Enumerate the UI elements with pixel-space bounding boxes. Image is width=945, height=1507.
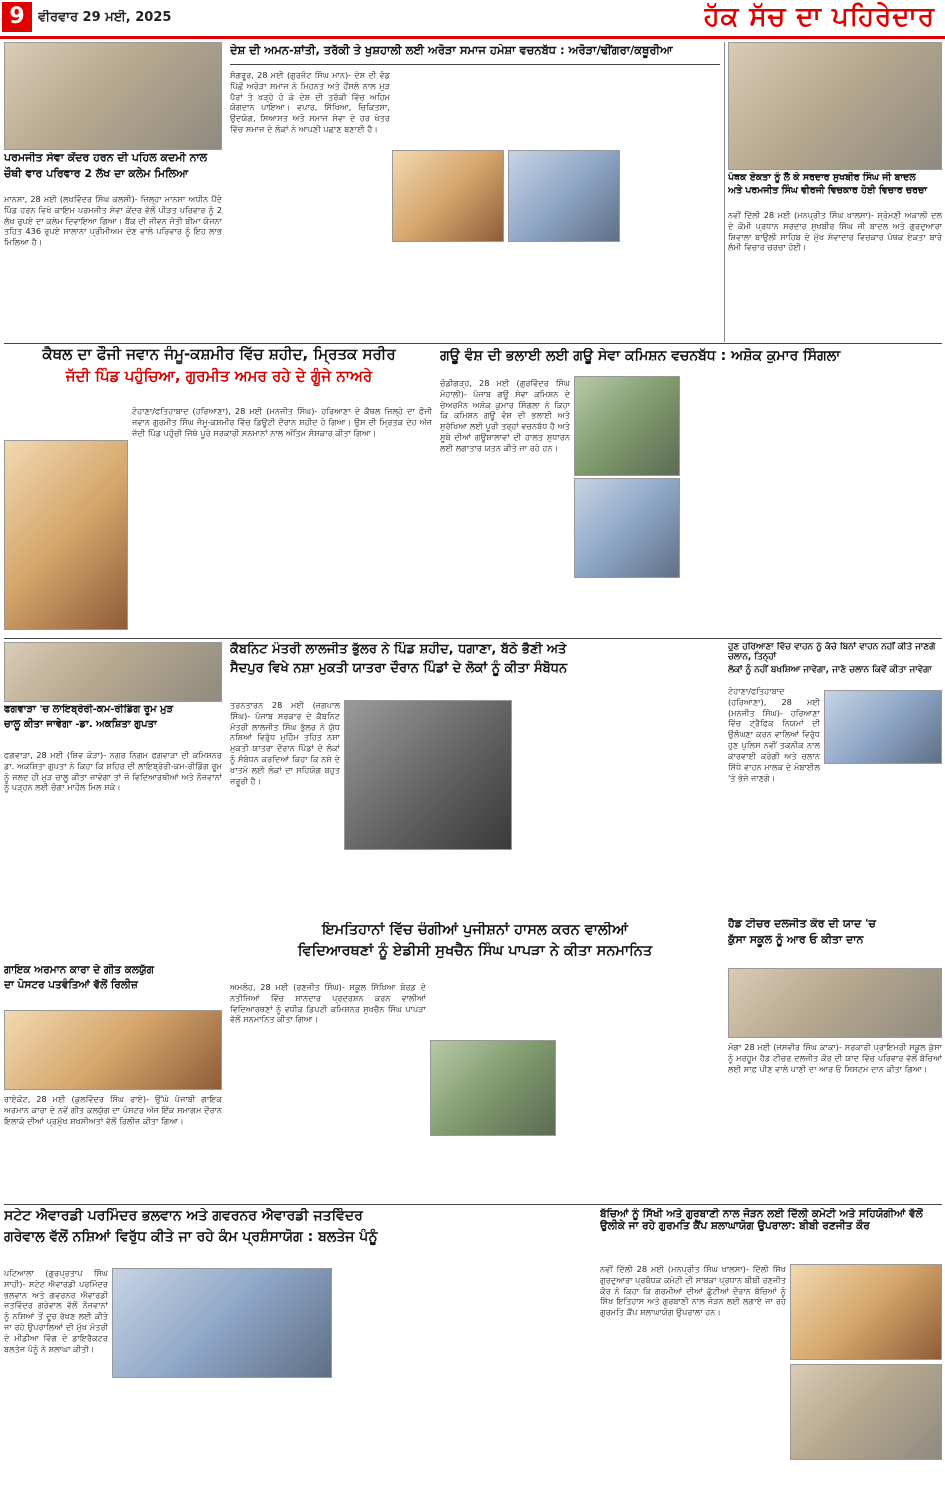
article-2-body: ਸੰਗਰੂਰ, 28 ਮਈ (ਗੁਰਜੰਟ ਸਿੰਘ ਮਾਨ)- ਦੇਸ਼ ਦੀ ਵੰਡ ਪਿੱਛੋਂ ਅਰੋੜਾ ਸਮਾਜ ਨੇ ਮਿਹਨਤ ਅਤੇ ਹੌਂਸਲੇ ਨਾਲ ਮੁੜ ਪੈਰਾਂ ਤੇ ਖੜ੍ਹੇ ਹੋ ਕੇ ਦੇਸ਼ ਦੀ ਤਰੱਕੀ ਵਿੱਚ ਅਹਿਮ ਯੋਗਦਾਨ ਪਾਇਆ। ਵਪਾਰ, ਸਿੱਖਿਆ, ਚਿਕਿਤਸਾ, ਉਦਯੋਗ, ਸਿਆਸਤ ਅਤੇ ਸਮਾਜ ਸੇਵਾ ਦੇ ਹਰ ਖੇਤਰ ਵਿੱਚ ਸਮਾਜ ਦੇ ਲੋਕਾਂ ਨੇ ਆਪਣੀ ਪਛਾਣ ਬਣਾਈ ਹੈ। xyxy=(230,70,390,135)
article-6-body: ਫਗਵਾੜਾ, 28 ਮਈ (ਸ਼ਿਵ ਕੋੜਾ)- ਨਗਰ ਨਿਗਮ ਫਗਵਾੜਾ ਦੀ ਕਮਿਸ਼ਨਰ ਡਾ. ਅਕਸ਼ਿਤਾ ਗੁਪਤਾ ਨੇ ਕਿਹਾ ਕਿ ਸ਼ਹਿਰ ਦੀ ਲਾਇਬ੍ਰੇਰੀ-ਕਮ-ਰੀਡਿੰਗ ਰੂਮ ਨੂੰ ਜਲਦ ਹੀ ਮੁੜ ਚਾਲੂ ਕੀਤਾ ਜਾਵੇਗਾ ਤਾਂ ਜੋ ਵਿਦਿਆਰਥੀਆਂ ਅਤੇ ਨੌਜਵਾਨਾਂ ਨੂੰ ਪੜ੍ਹਨ ਲਈ ਚੰਗਾ ਮਾਹੌਲ ਮਿਲ ਸਕੇ। xyxy=(4,750,222,793)
article-3-caption-line-2: ਅਤੇ ਪਰਮਜੀਤ ਸਿੰਘ ਵੀਰਜੀ ਵਿਚਕਾਰ ਹੋਈ ਵਿਚਾਰ ਚਰਚਾ xyxy=(728,185,927,197)
article-1-photo xyxy=(4,42,222,150)
article-2-photo-1 xyxy=(392,150,504,242)
article-1-body: ਮਾਨਸਾ, 28 ਮਈ (ਲਖਵਿੰਦਰ ਸਿੰਘ ਕਲਸੀ)- ਜ਼ਿਲ੍ਹਾ ਮਾਨਸਾ ਅਧੀਨ ਪੈਂਦੇ ਪਿੰਡ ਹਰਨ ਵਿਖੇ ਕਾਇਮ ਪਰਮਜੀਤ ਸੇਵਾ ਕੇਂਦਰ ਵੱਲੋਂ ਪੀੜਤ ਪਰਿਵਾਰ ਨੂੰ 2 ਲੱਖ ਰੁਪਏ ਦਾ ਕਲੇਮ ਦਿਵਾਇਆ ਗਿਆ। ਬੈਂਕ ਦੀ ਜੀਵਨ ਜੋਤੀ ਬੀਮਾ ਯੋਜਨਾ ਤਹਿਤ 436 ਰੁਪਏ ਸਾਲਾਨਾ ਪ੍ਰੀਮੀਅਮ ਦੇਣ ਵਾਲੇ ਪਰਿਵਾਰ ਨੂੰ ਇਹ ਲਾਭ ਮਿਲਿਆ ਹੈ। xyxy=(4,194,222,248)
article-5-photo-2 xyxy=(574,478,680,578)
article-3-caption-line-1: ਪੰਥਕ ਏਕਤਾ ਨੂੰ ਲੈ ਕੇ ਸਰਦਾਰ ਸੁਖਬੀਰ ਸਿੰਘ ਜੀ ਬਾਦਲ xyxy=(728,172,916,183)
page-number: 9 xyxy=(2,2,32,32)
article-11-body: ਮੋਗਾ 28 ਮਈ (ਜਸਵੀਰ ਸਿੰਘ ਕਾਕਾ)- ਸਰਕਾਰੀ ਪ੍ਰਾਇਮਰੀ ਸਕੂਲ ਕੁੱਸਾ ਨੂੰ ਮਰਹੂਮ ਹੈਡ ਟੀਚਰ ਦਲਜੀਤ ਕੌਰ ਦੀ ਯਾਦ ਵਿੱਚ ਪਰਿਵਾਰ ਵੱਲੋਂ ਬੱਚਿਆਂ ਲਈ ਸਾਫ਼ ਪੀਣ ਵਾਲੇ ਪਾਣੀ ਦਾ ਆਰ ਓ ਸਿਸਟਮ ਦਾਨ ਕੀਤਾ ਗਿਆ। xyxy=(728,1042,942,1074)
article-6-headline-line-2: ਚਾਲੂ ਕੀਤਾ ਜਾਵੇਗਾ -ਡਾ. ਅਕਸ਼ਿਤਾ ਗੁਪਤਾ xyxy=(4,718,157,730)
article-7-photo xyxy=(344,700,512,850)
article-6-photo xyxy=(4,642,222,702)
newspaper-name: ਹੱਕ ਸੱਚ ਦਾ ਪਹਿਰੇਦਾਰ xyxy=(703,2,935,32)
article-10-body: ਅਮਲੋਹ, 28 ਮਈ (ਰਣਜੀਤ ਸਿੰਘ)- ਸਕੂਲ ਸਿੱਖਿਆ ਬੋਰਡ ਦੇ ਨਤੀਜਿਆਂ ਵਿੱਚ ਸ਼ਾਨਦਾਰ ਪ੍ਰਦਰਸ਼ਨ ਕਰਨ ਵਾਲੀਆਂ ਵਿਦਿਆਰਥਣਾਂ ਨੂੰ ਵਧੀਕ ਡਿਪਟੀ ਕਮਿਸ਼ਨਰ ਸੁਖਚੈਨ ਸਿੰਘ ਪਾਪੜਾ ਵੱਲੋਂ ਸਨਮਾਨਿਤ ਕੀਤਾ ਗਿਆ। xyxy=(230,982,426,1025)
article-7-headline xyxy=(230,642,720,694)
article-9-headline-line-2: ਦਾ ਪੋਸਟਰ ਪਤਵੰਤਿਆਂ ਵੱਲੋਂ ਰਿਲੀਜ਼ xyxy=(4,979,138,992)
article-13-body: ਨਵੀਂ ਦਿੱਲੀ 28 ਮਈ (ਮਨਪ੍ਰੀਤ ਸਿੰਘ ਖਾਲਸਾ)- ਦਿੱਲੀ ਸਿੱਖ ਗੁਰਦੁਆਰਾ ਪ੍ਰਬੰਧਕ ਕਮੇਟੀ ਦੀ ਸਾਬਕਾ ਪ੍ਰਧਾਨ ਬੀਬੀ ਰਣਜੀਤ ਕੌਰ ਨੇ ਕਿਹਾ ਕਿ ਗਰਮੀਆਂ ਦੀਆਂ ਛੁੱਟੀਆਂ ਦੌਰਾਨ ਬੱਚਿਆਂ ਨੂੰ ਸਿੱਖ ਇਤਿਹਾਸ ਅਤੇ ਗੁਰਬਾਣੀ ਨਾਲ ਜੋੜਨ ਲਈ ਲਗਾਏ ਜਾ ਰਹੇ ਗੁਰਮਤਿ ਕੈਂਪ ਸ਼ਲਾਘਾਯੋਗ ਉਪਰਾਲਾ ਹਨ। xyxy=(600,1264,786,1318)
article-4-headline-line-1: ਕੈਥਲ ਦਾ ਫੌਜੀ ਜਵਾਨ ਜੰਮੂ-ਕਸ਼ਮੀਰ ਵਿੱਚ ਸ਼ਹੀਦ, ਮ੍ਰਿਤਕ ਸਰੀਰ xyxy=(42,346,396,363)
article-4-headline xyxy=(4,346,434,404)
article-12-headline-line-1: ਸਟੇਟ ਐਵਾਰਡੀ ਪਰਮਿੰਦਰ ਭਲਵਾਨ ਅਤੇ ਗਵਰਨਰ ਐਵਾਰਡੀ ਜਤਵਿੰਦਰ xyxy=(4,1208,363,1224)
article-10-photo xyxy=(430,1040,556,1136)
article-12-body: ਪਟਿਆਲਾ (ਗੁਰਪ੍ਰਤਾਪ ਸਿੰਘ ਸਾਹੀ)- ਸਟੇਟ ਐਵਾਰਡੀ ਪਰਮਿੰਦਰ ਭਲਵਾਨ ਅਤੇ ਗਵਰਨਰ ਐਵਾਰਡੀ ਜਤਵਿੰਦਰ ਗਰੇਵਾਲ ਵੱਲੋਂ ਨੌਜਵਾਨਾਂ ਨੂੰ ਨਸ਼ਿਆਂ ਤੋਂ ਦੂਰ ਰੱਖਣ ਲਈ ਕੀਤੇ ਜਾ ਰਹੇ ਉਪਰਾਲਿਆਂ ਦੀ ਮੁੱਖ ਮੰਤਰੀ ਦੇ ਮੀਡੀਆ ਵਿੰਗ ਦੇ ਡਾਇਰੈਕਟਰ ਬਲਤੇਜ ਪੰਨੂੰ ਨੇ ਸ਼ਲਾਘਾ ਕੀਤੀ। xyxy=(4,1268,108,1354)
article-2-headline: ਦੇਸ਼ ਦੀ ਅਮਨ-ਸ਼ਾਂਤੀ, ਤਰੱਕੀ ਤੇ ਖੁਸ਼ਹਾਲੀ ਲਈ ਅਰੋੜਾ ਸਮਾਜ ਹਮੇਸ਼ਾ ਵਚਨਬੱਧ : ਅਰੋੜਾ/ਢੀਂਗਰਾ/ਕਥੂਰੀਆ xyxy=(230,44,673,57)
article-12-photo xyxy=(112,1268,332,1378)
article-11-headline xyxy=(728,918,942,964)
article-7-headline-line-1: ਕੈਬਨਿਟ ਮੰਤਰੀ ਲਾਲਜੀਤ ਭੁੱਲਰ ਨੇ ਪਿੰਡ ਸ਼ਹੀਦ, ਧਗਾਣਾ, ਬੱਠੇ ਭੈਣੀ ਅਤੇ xyxy=(230,642,567,657)
article-5-photo-1 xyxy=(574,376,680,476)
article-4-headline-line-2: ਜੱਦੀ ਪਿੰਡ ਪਹੁੰਚਿਆ, ਗੁਰਮੀਤ ਅਮਰ ਰਹੇ ਦੇ ਗੂੰਜੇ ਨਾਅਰੇ xyxy=(65,366,373,385)
article-10-headline xyxy=(230,922,720,978)
article-2-divider xyxy=(230,64,720,65)
article-13-photo-1 xyxy=(790,1264,942,1360)
article-9-headline xyxy=(4,964,222,1008)
article-10-headline-line-1: ਇਮਤਿਹਾਨਾਂ ਵਿੱਚ ਚੰਗੀਆਂ ਪੁਜੀਸ਼ਨਾਂ ਹਾਸਲ ਕਰਨ ਵਾਲੀਆਂ xyxy=(322,922,628,938)
article-11-photo xyxy=(728,968,942,1038)
article-2-photo-2 xyxy=(508,150,620,242)
article-11-headline-line-2: ਕੁੱਸਾ ਸਕੂਲ ਨੂੰ ਆਰ ਓ ਕੀਤਾ ਦਾਨ xyxy=(728,932,864,946)
article-5-body: ਚੰਡੀਗੜ੍ਹ, 28 ਮਈ (ਗੁਰਵਿੰਦਰ ਸਿੰਘ ਮੋਹਾਲੀ)- ਪੰਜਾਬ ਗਊ ਸੇਵਾ ਕਮਿਸ਼ਨ ਦੇ ਚੇਅਰਮੈਨ ਅਸ਼ੋਕ ਕੁਮਾਰ ਸਿੰਗਲਾ ਨੇ ਕਿਹਾ ਕਿ ਕਮਿਸ਼ਨ ਗਊ ਵੰਸ਼ ਦੀ ਭਲਾਈ ਅਤੇ ਸੁਰੱਖਿਆ ਲਈ ਪੂਰੀ ਤਰ੍ਹਾਂ ਵਚਨਬੱਧ ਹੈ ਅਤੇ ਸੂਬੇ ਦੀਆਂ ਗਊਸ਼ਾਲਾਵਾਂ ਦੀ ਹਾਲਤ ਸੁਧਾਰਨ ਲਈ ਲਗਾਤਾਰ ਯਤਨ ਕੀਤੇ ਜਾ ਰਹੇ ਹਨ। xyxy=(440,378,570,453)
column-divider-1 xyxy=(724,42,725,342)
section-divider-3 xyxy=(4,1204,942,1205)
article-8-headline xyxy=(728,642,942,682)
article-1-headline-line-2: ਚੌਥੀ ਵਾਰ ਪਰਿਵਾਰ 2 ਲੱਖ ਦਾ ਕਲੇਮ ਮਿਲਿਆ xyxy=(4,166,189,180)
article-12-headline-line-2: ਗਰੇਵਾਲ ਵੱਲੋਂ ਨਸ਼ਿਆਂ ਵਿਰੁੱਧ ਕੀਤੇ ਜਾ ਰਹੇ ਕੰਮ ਪ੍ਰਸ਼ੰਸਾਯੋਗ : ਬਲਤੇਜ ਪੰਨੂੰ xyxy=(4,1228,378,1245)
article-13-headline: ਬੱਚਿਆਂ ਨੂੰ ਸਿੱਖੀ ਅਤੇ ਗੁਰਬਾਣੀ ਨਾਲ ਜੋੜਨ ਲਈ ਦਿੱਲੀ ਕਮੇਟੀ ਅਤੇ ਸਹਿਯੋਗੀਆਂ ਵੱਲੋਂ ਉਲੀਕੇ ਜਾ ਰਹੇ ਗੁਰਮਤਿ ਕੈਂਪ ਸ਼ਲਾਘਾਯੋਗ ਉਪਰਾਲਾ: ਬੀਬੀ ਰਣਜੀਤ ਕੌਰ xyxy=(600,1208,923,1233)
masthead xyxy=(0,0,945,34)
article-6-headline xyxy=(4,704,222,748)
article-8-body: ਟੋਹਾਣਾ/ਫਤਿਹਾਬਾਦ (ਹਰਿਆਣਾ), 28 ਮਈ (ਮਨਜੀਤ ਸਿੰਘ)- ਹਰਿਆਣਾ ਵਿੱਚ ਟ੍ਰੈਫਿਕ ਨਿਯਮਾਂ ਦੀ ਉਲੰਘਣਾ ਕਰਨ ਵਾਲਿਆਂ ਵਿਰੁੱਧ ਹੁਣ ਪੁਲਿਸ ਨਵੀਂ ਤਕਨੀਕ ਨਾਲ ਕਾਰਵਾਈ ਕਰੇਗੀ ਅਤੇ ਚਲਾਨ ਸਿੱਧੇ ਵਾਹਨ ਮਾਲਕ ਦੇ ਮੋਬਾਈਲ 'ਤੇ ਭੇਜੇ ਜਾਣਗੇ। xyxy=(728,686,820,783)
article-1-headline xyxy=(4,152,222,192)
article-1-headline-line-1: ਪਰਮਜੀਤ ਸੇਵਾ ਕੇਂਦਰ ਹਰਨ ਦੀ ਪਹਿਲ ਕਦਮੀ ਨਾਲ xyxy=(4,152,208,164)
article-7-body: ਤਰਨਤਾਰਨ 28 ਮਈ (ਜਗਪਾਲ ਸਿੰਘ)- ਪੰਜਾਬ ਸਰਕਾਰ ਦੇ ਕੈਬਨਿਟ ਮੰਤਰੀ ਲਾਲਜੀਤ ਸਿੰਘ ਭੁੱਲਰ ਨੇ ਯੁੱਧ ਨਸ਼ਿਆਂ ਵਿਰੁੱਧ ਮੁਹਿੰਮ ਤਹਿਤ ਨਸ਼ਾ ਮੁਕਤੀ ਯਾਤਰਾ ਦੌਰਾਨ ਪਿੰਡਾਂ ਦੇ ਲੋਕਾਂ ਨੂੰ ਸੰਬੋਧਨ ਕਰਦਿਆਂ ਕਿਹਾ ਕਿ ਨਸ਼ੇ ਦੇ ਖਾਤਮੇ ਲਈ ਲੋਕਾਂ ਦਾ ਸਹਿਯੋਗ ਬਹੁਤ ਜ਼ਰੂਰੀ ਹੈ। xyxy=(230,700,340,786)
article-11-headline-line-1: ਹੈਡ ਟੀਚਰ ਦਲਜੀਤ ਕੌਰ ਦੀ ਯਾਦ 'ਚ xyxy=(728,918,876,930)
article-13-photo-2 xyxy=(790,1364,942,1460)
masthead-divider xyxy=(0,36,945,39)
article-9-photo xyxy=(4,1010,222,1090)
issue-date: ਵੀਰਵਾਰ 29 ਮਈ, 2025 xyxy=(38,10,172,25)
section-divider-1 xyxy=(4,343,942,344)
article-7-headline-line-2: ਸੈਦਪੁਰ ਵਿਖੇ ਨਸ਼ਾ ਮੁਕਤੀ ਯਾਤਰਾ ਦੌਰਾਨ ਪਿੰਡਾਂ ਦੇ ਲੋਕਾਂ ਨੂੰ ਕੀਤਾ ਸੰਬੋਧਨ xyxy=(230,661,568,677)
section-divider-2 xyxy=(4,638,942,639)
article-3-photo xyxy=(728,42,942,170)
article-8-headline-line-2: ਲੋਕਾਂ ਨੂੰ ਨਹੀਂ ਬਖਸ਼ਿਆ ਜਾਵੇਗਾ, ਜਾਣੋ ਚਲਾਨ ਕਿਵੇਂ ਕੀਤਾ ਜਾਵੇਗਾ xyxy=(728,664,932,675)
article-9-body: ਰਾਏਕੋਟ, 28 ਮਈ (ਕੁਲਵਿੰਦਰ ਸਿੰਘ ਰਾਏ)- ਉੱਘੇ ਪੰਜਾਬੀ ਗਾਇਕ ਅਰਮਾਨ ਕਾਰਾ ਦੇ ਨਵੇਂ ਗੀਤ ਕਲਯੁੱਗ ਦਾ ਪੋਸਟਰ ਅੱਜ ਇੱਕ ਸਮਾਗਮ ਦੌਰਾਨ ਇਲਾਕੇ ਦੀਆਂ ਪ੍ਰਮੁੱਖ ਸ਼ਖਸੀਅਤਾਂ ਵੱਲੋਂ ਰਿਲੀਜ਼ ਕੀਤਾ ਗਿਆ। xyxy=(4,1094,222,1126)
article-4-photo xyxy=(4,440,128,630)
article-10-headline-line-2: ਵਿਦਿਆਰਥਣਾਂ ਨੂੰ ਏਡੀਸੀ ਸੁਖਚੈਨ ਸਿੰਘ ਪਾਪੜਾ ਨੇ ਕੀਤਾ ਸਨਮਾਨਿਤ xyxy=(297,943,653,960)
article-5-headline: ਗਊ ਵੰਸ਼ ਦੀ ਭਲਾਈ ਲਈ ਗਊ ਸੇਵਾ ਕਮਿਸ਼ਨ ਵਚਨਬੱਧ : ਅਸ਼ੋਕ ਕੁਮਾਰ ਸਿੰਗਲਾ xyxy=(440,348,841,364)
article-12-headline xyxy=(4,1208,594,1264)
article-4-body: ਟੋਹਾਣਾ/ਫਤਿਹਾਬਾਦ (ਹਰਿਆਣਾ), 28 ਮਈ (ਮਨਜੀਤ ਸਿੰਘ)- ਹਰਿਆਣਾ ਦੇ ਕੈਥਲ ਜ਼ਿਲ੍ਹੇ ਦਾ ਫੌਜੀ ਜਵਾਨ ਗੁਰਮੀਤ ਸਿੰਘ ਜੰਮੂ-ਕਸ਼ਮੀਰ ਵਿੱਚ ਡਿਊਟੀ ਦੌਰਾਨ ਸ਼ਹੀਦ ਹੋ ਗਿਆ। ਉਸ ਦੀ ਮ੍ਰਿਤਕ ਦੇਹ ਅੱਜ ਜੱਦੀ ਪਿੰਡ ਪਹੁੰਚੀ ਜਿੱਥੇ ਪੂਰੇ ਸਰਕਾਰੀ ਸਨਮਾਨਾਂ ਨਾਲ ਅੰਤਿਮ ਸੰਸਕਾਰ ਕੀਤਾ ਗਿਆ। xyxy=(132,406,432,438)
article-6-headline-line-1: ਫਗਵਾੜਾ 'ਚ ਲਾਇਬ੍ਰੇਰੀ-ਕਮ-ਰੀਡਿੰਗ ਰੂਮ ਮੁੜ xyxy=(4,704,174,715)
article-3-caption xyxy=(728,172,942,208)
article-3-body: ਨਵੀਂ ਦਿੱਲੀ 28 ਮਈ (ਮਨਪ੍ਰੀਤ ਸਿੰਘ ਖਾਲਸਾ)- ਸ਼੍ਰੋਮਣੀ ਅਕਾਲੀ ਦਲ ਦੇ ਕੌਮੀ ਪ੍ਰਧਾਨ ਸਰਦਾਰ ਸੁਖਬੀਰ ਸਿੰਘ ਜੀ ਬਾਦਲ ਅਤੇ ਗੁਰਦੁਆਰਾ ਸ਼ਿਵਾਲਾ ਬਾਉਲੀ ਸਾਹਿਬ ਦੇ ਮੁੱਖ ਸੇਵਾਦਾਰ ਵਿਚਕਾਰ ਪੰਥਕ ਏਕਤਾ ਬਾਰੇ ਲੰਮੀ ਵਿਚਾਰ ਚਰਚਾ ਹੋਈ। xyxy=(728,210,942,253)
article-8-headline-line-1: ਹੁਣ ਹਰਿਆਣਾ ਵਿੱਚ ਵਾਹਨ ਨੂੰ ਕੱਚੇ ਬਿਨਾਂ ਵਾਹਨ ਨਹੀਂ ਕੀਤੇ ਜਾਣਗੇ ਚਲਾਨ, ਤਿਨ੍ਹਾਂ xyxy=(728,642,936,663)
article-9-headline-line-1: ਗਾਇਕ ਅਰਮਾਨ ਕਾਰਾ ਦੇ ਗੀਤ ਕਲਯੁੱਗ xyxy=(4,964,154,976)
article-8-photo xyxy=(824,690,942,764)
